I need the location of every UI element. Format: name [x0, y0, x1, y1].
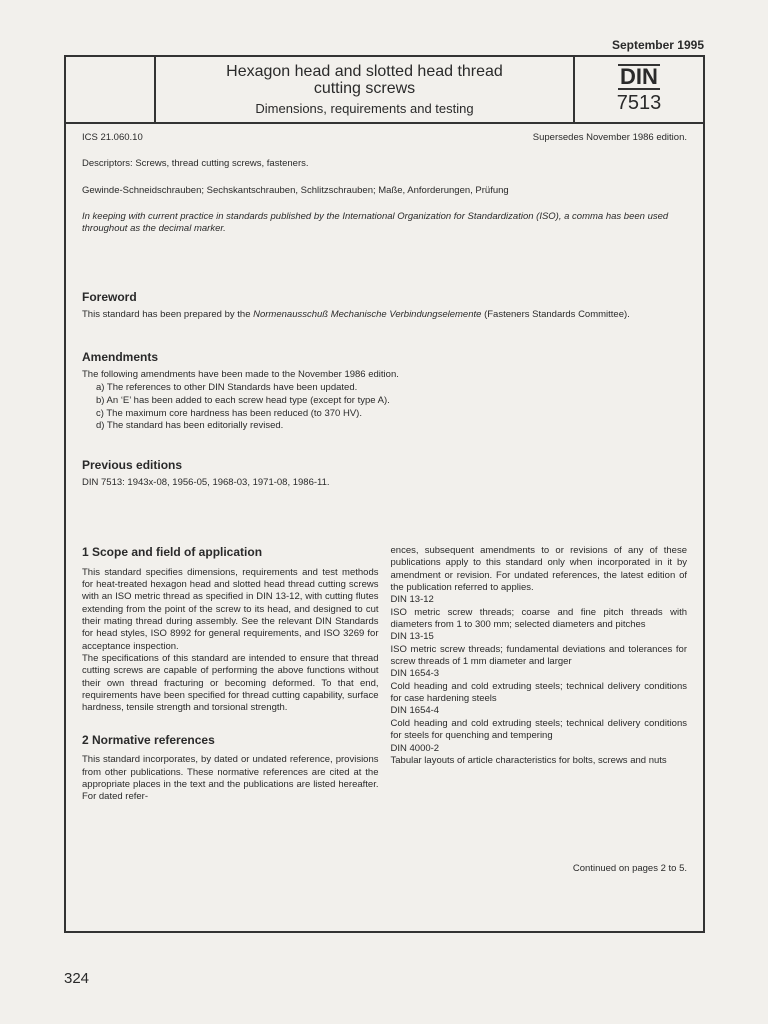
- title-block-title-cell: [156, 57, 575, 122]
- continued-note: Continued on pages 2 to 5.: [572, 863, 687, 874]
- scope-heading: 1 Scope and field of application: [82, 545, 263, 559]
- ics-code: ICS 21.060.10: [82, 132, 143, 143]
- descriptors: Descriptors: Screws, thread cutting screws, fasteners.: [82, 158, 309, 170]
- reference-title: Tabular layouts of article characteristics for bolts, screws and nuts: [390, 754, 667, 766]
- list-item: d) The standard has been editorially revised.: [96, 420, 284, 432]
- publication-date: September 1995: [611, 38, 704, 52]
- scope-paragraph-2: The specifications of this standard are intended to ensure that thread cutting screws are capable of performing the above functions without their own thread fracturing or becoming deformed. To that end, requirements have been specified for thread cutting capability, surface hardness, tensile strength and torsional strength.: [82, 653, 379, 714]
- left-column: [82, 545, 379, 804]
- list-item: c) The maximum core hardness has been reduced (to 370 HV).: [96, 407, 362, 419]
- previous-editions-text: DIN 7513: 1943x-08, 1956-05, 1968-03, 1971-08, 1986-11.: [82, 477, 330, 489]
- reference-code: DIN 1654-4: [390, 705, 440, 717]
- page-number: 324: [64, 970, 90, 987]
- reference-title: Cold heading and cold extruding steels; technical delivery conditions for steels for quenching and tempering: [390, 717, 687, 742]
- amendments-intro: The following amendments have been made to the November 1986 edition.: [82, 369, 399, 381]
- amendments-section: [82, 349, 687, 433]
- reference-title: ISO metric screw threads; fundamental deviations and tolerances for screw threads of 1 mm diameter and larger: [390, 643, 687, 668]
- body-columns: [82, 545, 687, 804]
- foreword-text: This standard has been prepared by the Normenausschuß Mechanische Verbindungselemente (Fasteners Standards Committee).: [82, 309, 630, 321]
- document-frame: [64, 55, 705, 933]
- german-descriptors: Gewinde-Schneidschrauben; Sechskantschrauben, Schlitzschrauben; Maße, Anforderungen, Prüfung: [82, 184, 509, 196]
- normative-heading: 2 Normative references: [82, 732, 215, 747]
- previous-editions-section: [82, 457, 687, 490]
- title-block-left-cell: [66, 57, 156, 122]
- right-column: [391, 545, 688, 804]
- previous-editions-heading: Previous editions: [82, 458, 183, 472]
- reference-code: DIN 4000-2: [390, 742, 440, 754]
- reference-code: DIN 13-12: [390, 594, 434, 606]
- title-block: [66, 57, 703, 124]
- document-subtitle: Dimensions, requirements and testing: [255, 100, 474, 116]
- supersedes-note: Supersedes November 1986 edition.: [532, 132, 687, 143]
- reference-title: ISO metric screw threads; coarse and fine pitch threads with diameters from 1 to 300 mm; selected diameters and pitches: [390, 606, 687, 631]
- document-title-line2: cutting screws: [313, 80, 416, 98]
- reference-title: Cold heading and cold extruding steels; technical delivery conditions for case hardening steels: [390, 680, 687, 705]
- reference-code: DIN 13-15: [390, 631, 434, 643]
- normative-paragraph: This standard incorporates, by dated or undated reference, provisions from other publications. These normative references are cited at the appropriate places in the text and the publications are listed hereafter. For dated refer-: [82, 754, 379, 803]
- metadata-block: [82, 132, 687, 236]
- standard-number: 7513: [616, 92, 662, 114]
- scope-paragraph-1: This standard specifies dimensions, requirements and test methods for heat-treated hexagon head and slotted head thread cutting screws with an ISO metric thread as specified in DIN 13-12, with cutting flutes extending from the point of the screw to its head, and designed to cut their mating thread during assembly. See the relevant DIN Standards for head styles, ISO 8992 for general requirements, and ISO 3269 for acceptance inspection.: [82, 566, 379, 652]
- foreword-section: [82, 289, 687, 322]
- normative-continuation: ences, subsequent amendments to or revisions of any of these publications apply to this standard only when incorporated in it by amendment or revision. For undated references, the latest edition of the publication referred to applies.: [390, 545, 687, 594]
- foreword-heading: Foreword: [82, 290, 137, 304]
- title-block-logo-cell: [575, 57, 703, 122]
- list-item: a) The references to other DIN Standards have been updated.: [96, 382, 358, 393]
- amendments-heading: Amendments: [82, 350, 159, 364]
- document-title-line1: Hexagon head and slotted head thread: [226, 62, 503, 80]
- reference-code: DIN 1654-3: [390, 668, 440, 680]
- iso-decimal-note: In keeping with current practice in standards published by the International Organization for Standardization (ISO), a comma has been used throughout as the decimal marker.: [82, 211, 669, 235]
- amendments-list: [82, 382, 687, 433]
- list-item: b) An ‘E’ has been added to each screw head type (except for type A).: [96, 394, 390, 406]
- din-logo: DIN: [620, 64, 658, 89]
